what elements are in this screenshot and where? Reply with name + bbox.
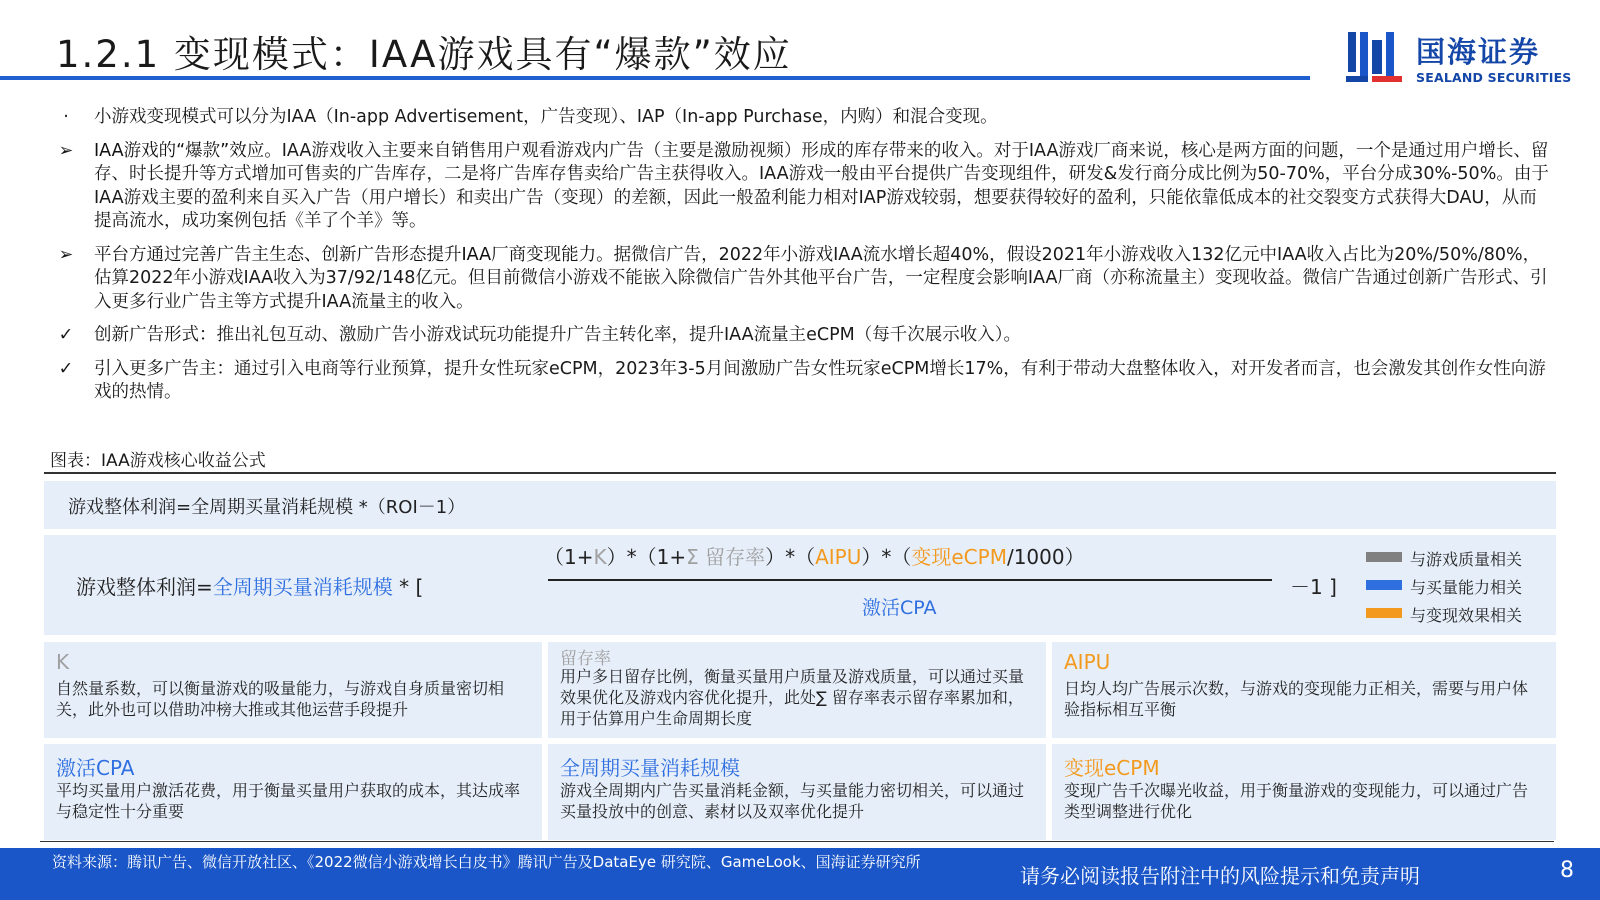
paragraph-text: 据微信广告，2022年小游戏IAA流水增长超40%，假设2021年小游戏收入132亿元中IAA收入占比为20%/50%/80%，估算2022年小游戏IAA收入为37/92/148亿元。但目前微信小游戏不能嵌入除微信广告外其他平台广告，一定程度会影响IAA厂商（亦称流量主）变现收益。微信广告通过创新广告形式、引入更多行业广告主等方式提升IAA流量主的收入。 — [94, 244, 1548, 312]
figure-caption: 图表：IAA游戏核心收益公式 — [50, 451, 266, 471]
paragraph-text: 小游戏变现模式可以分为IAA（In-app Advertisement，广告变现）、IAP（In-app Purchase，内购）和混合变现。 — [94, 107, 998, 127]
title-underline — [0, 76, 1310, 80]
paragraph-text: 通过引入电商等行业预算，提升女性玩家eCPM，2023年3-5月间激励广告女性玩家eCPM增长17%，有利于带动大盘整体收入，对开发者而言，也会激发其创作女性向游戏的热情。 — [94, 358, 1546, 402]
legend-item-monetization — [1366, 603, 1566, 625]
body-text — [56, 106, 1550, 415]
card-description: 用户多日留存比例，衡量买量用户质量及游戏质量，可以通过买量效果优化及游戏内容优化提升，此处∑ 留存率表示留存率累加和，用于估算用户生命周期长度 — [560, 667, 1025, 728]
card-description: 平均买量用户激活花费，用于衡量买量用户获取的成本，其达成率与稳定性十分重要 — [56, 781, 521, 821]
card-title: 激活CPA — [56, 756, 135, 780]
formula-numerator — [544, 541, 1085, 570]
formula-text: ）*（1+ — [606, 545, 687, 569]
legend-swatch-gray — [1366, 552, 1402, 562]
card-title: 全周期买量消耗规模 — [560, 756, 740, 780]
paragraph — [56, 106, 1550, 130]
formula-aipu: AIPU — [815, 545, 862, 569]
formula-text: （1+ — [544, 545, 594, 569]
card-title: AIPU — [1064, 650, 1111, 674]
page-number: 8 — [1560, 858, 1574, 883]
formula-text: /1000） — [1006, 545, 1085, 569]
formula-denominator: 激活CPA — [862, 597, 937, 619]
arrow-bullet-icon: ➢ — [58, 140, 74, 161]
check-bullet-icon: ✓ — [58, 358, 74, 379]
card-description: 变现广告千次曝光收益，用于衡量游戏的变现能力，可以通过广告类型调整进行优化 — [1064, 781, 1529, 821]
logo-english-name: SEALAND SECURITIES — [1416, 70, 1572, 85]
card-description: 自然量系数，可以衡量游戏的吸量能力，与游戏自身质量密切相关，此外也可以借助冲榜大推或其他运营手段提升 — [56, 679, 505, 719]
paragraph-lead: IAA游戏的“爆款”效应。 — [94, 140, 282, 161]
paragraph — [56, 324, 1550, 348]
formula-bracket-open: * [ — [392, 575, 424, 599]
card-activation-cpa — [44, 744, 542, 840]
card-ecpm — [1052, 744, 1556, 840]
paragraph — [56, 244, 1550, 315]
formula-k: K — [593, 545, 607, 569]
formula-tail: －1 ] — [1290, 575, 1337, 599]
legend-item-buying — [1366, 575, 1566, 597]
formula-spend-scale: 全周期买量消耗规模 — [212, 575, 393, 599]
legend-swatch-orange — [1366, 608, 1402, 618]
paragraph — [56, 358, 1550, 405]
fraction-bar — [548, 579, 1272, 581]
card-aipu — [1052, 642, 1556, 738]
legend-item-quality — [1366, 547, 1566, 569]
card-description: 游戏全周期内广告买量消耗金额，与买量能力密切相关，可以通过买量投放中的创意、素材以及双率优化提升 — [560, 781, 1025, 821]
sealand-logo-icon — [1346, 28, 1404, 86]
legend-swatch-blue — [1366, 580, 1402, 590]
figure-top-rule — [44, 472, 1556, 474]
paragraph-text: IAA游戏收入主要来自销售用户观看游戏内广告（主要是激励视频）形成的库存带来的收入。对于IAA游戏厂商来说，核心是两方面的问题，一个是通过用户增长、留存、时长提升等方式增加可售卖的广告库存，二是将广告库存售卖给广告主获得收入。IAA游戏一般由平台提供广告变现组件，研发&发行商分成比例为50-70%，平台分成30%-50%。由于IAA游戏主要的盈利来自买入广告（用户增长）和卖出广告（变现）的差额，因此一般盈利能力相对IAP游戏较弱，想要获得较好的盈利，只能依靠低成本的社交裂变方式获得大DAU，从而提高流水，成功案例包括《羊了个羊》等。 — [94, 140, 1549, 231]
arrow-bullet-icon: ➢ — [58, 244, 74, 265]
logo-chinese-name: 国海证券 — [1416, 35, 1541, 69]
card-retention — [548, 642, 1046, 738]
paragraph-lead: 引入更多广告主： — [94, 358, 234, 379]
check-bullet-icon: ✓ — [58, 325, 74, 345]
core-revenue-formula — [44, 535, 1556, 635]
dot-bullet-icon: · — [63, 107, 69, 127]
paragraph-text: 推出礼包互动、激励广告小游戏试玩功能提升广告主转化率，提升IAA流量主eCPM（每千次展示收入）。 — [216, 325, 1021, 345]
legend-label: 与变现效果相关 — [1410, 606, 1523, 625]
card-spend-scale — [548, 744, 1046, 840]
paragraph-lead: 创新广告形式： — [94, 325, 217, 345]
formula-retention: Σ 留存率 — [686, 545, 766, 569]
legend-label: 与买量能力相关 — [1410, 578, 1523, 597]
source-note: 资料来源：腾讯广告、微信开放社区、《2022微信小游戏增长白皮书》腾讯广告及DataEye 研究院、GameLook、国海证券研究所 — [52, 853, 921, 871]
paragraph — [56, 140, 1550, 234]
footer-bar — [0, 848, 1600, 900]
legend-label: 与游戏质量相关 — [1410, 550, 1523, 569]
summary-formula-text: 游戏整体利润=全周期买量消耗规模 *（ROI－1） — [68, 497, 466, 518]
formula-ecpm: 变现eCPM — [911, 545, 1007, 569]
formula-profit-label: 游戏整体利润= — [76, 575, 213, 599]
card-title: K — [56, 650, 70, 674]
formula-text: ）*（ — [861, 545, 912, 569]
profit-summary-formula — [44, 481, 1556, 529]
paragraph-lead: 平台方通过完善广告主生态、创新广告形态提升IAA厂商变现能力。 — [94, 244, 614, 265]
card-title: 变现eCPM — [1064, 756, 1160, 780]
disclaimer-text: 请务必阅读报告附注中的风险提示和免责声明 — [1020, 864, 1420, 888]
company-logo — [1346, 28, 1576, 90]
formula-left-side — [76, 571, 423, 600]
page-title: 1.2.1 变现模式：IAA游戏具有“爆款”效应 — [56, 33, 792, 76]
figure-bottom-rule — [40, 841, 1554, 842]
card-description: 日均人均广告展示次数，与游戏的变现能力正相关，需要与用户体验指标相互平衡 — [1064, 679, 1529, 719]
card-k — [44, 642, 542, 738]
card-title: 留存率 — [560, 649, 611, 669]
formula-text: ）*（ — [765, 545, 816, 569]
